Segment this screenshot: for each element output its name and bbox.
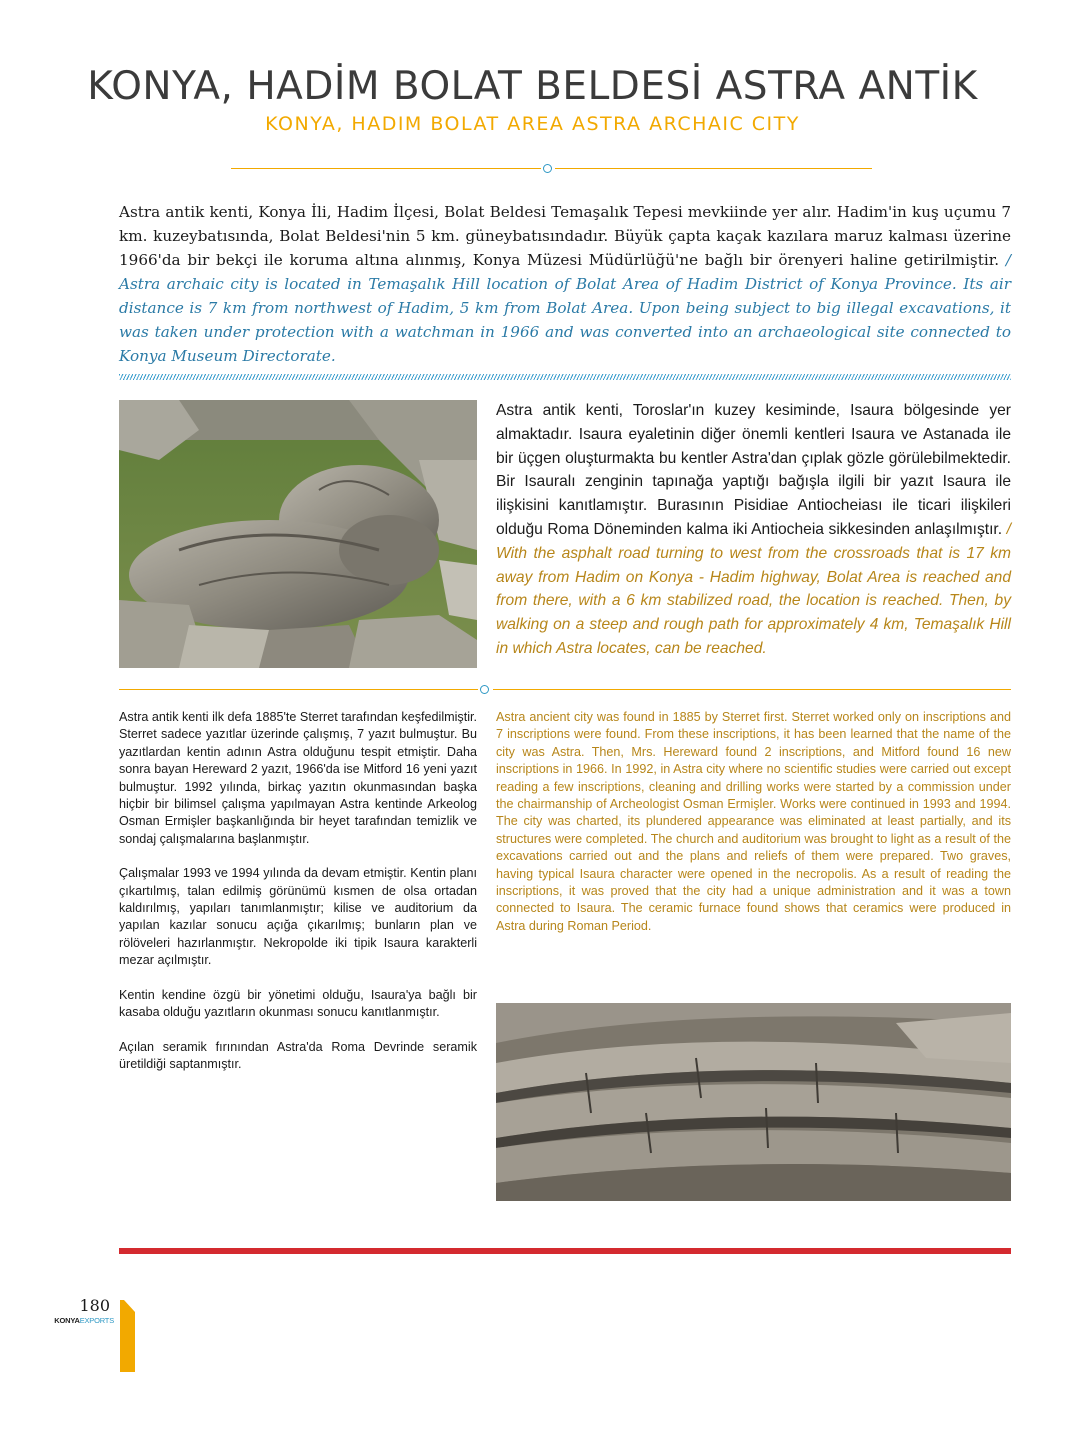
top-divider-dot bbox=[543, 164, 552, 173]
page-title: KONYA, HADİM BOLAT BELDESİ ASTRA ANTİK bbox=[87, 64, 978, 109]
history-paragraph-4: Açılan seramik fırınından Astra'da Roma Devrinde seramik üretildiği saptanmıştır. bbox=[119, 1039, 477, 1071]
top-divider-left bbox=[231, 168, 541, 169]
intro-english: / Astra archaic city is located in Temaşalık Hill location of Bolat Area of Hadim District of Konya Province. Its air distance is 7 km from northwest of Hadim, 5 km from Bolat Area. Upon being subject to big illegal excavations, it was taken under protection with a watchman in 1966 and was converted into an archaeological site connected to Konya Museum Directorate. bbox=[119, 251, 1011, 365]
brand-main: KONYA bbox=[54, 1316, 80, 1325]
brand-logo bbox=[30, 1316, 114, 1325]
location-english: / With the asphalt road turning to west from the crossroads that is 17 km away from Hadim on Konya - Hadim highway, Bolat Area is reached and from there, with a 6 km stabilized road, the location is reached. Then, by walking on a steep and rough path for approximately 4 km, Temaşalık Hill in which Astra locates, can be reached. bbox=[496, 520, 1011, 657]
auditorium-steps-photo bbox=[496, 1003, 1011, 1201]
footer-red-bar bbox=[119, 1248, 1011, 1254]
location-turkish: Astra antik kenti, Toroslar'ın kuzey kesiminde, Isaura bölgesinde yer almaktadır. Isaura eyaletinin diğer önemli kentleri Isaura ve Astanada ile bir üçgen oluşturmakta bu kentler Astra'dan çıplak gözle görülebilmektedir. Bir Isauralı zenginin tapınağa yaptığı bağışla ilgili bir yazıt Isaura ile ilişkisini kanıtlamıştır. Burasının Pisidiae Antiocheiası ile ticari ilişkileri olduğu Roma Döneminden kalma iki Antiocheia sikkesinden anlaşılmıştır. bbox=[496, 402, 1011, 538]
history-paragraph-3: Kentin kendine özgü bir yönetimi olduğu, Isaura'ya bağlı bir kasaba olduğu yazıtların okunması sonucu kanıtlanmıştır. bbox=[119, 987, 477, 1020]
intro-turkish: Astra antik kenti, Konya İli, Hadim İlçesi, Bolat Beldesi Temaşalık Tepesi mevkiinde yer alır. Hadim'in kuş uçumu 7 km. kuzeybatısında, Bolat Beldesi'nin 5 km. güneybatısındadır. Büyük çapta kaçak kazılara maruz kalması üzerine 1966'da bir bekçi ile koruma altına alınmış, Konya Müzesi Müdürlüğü'ne bağlı bir örenyeri haline getirilmiştir. bbox=[119, 203, 1011, 269]
history-column-english: Astra ancient city was found in 1885 by Sterret first. Sterret worked only on inscriptions and 7 inscriptions were found. From these inscriptions, it has been learned that the name of the city was Astra. Then, Mrs. Hereward found 2 inscriptions, and Mitford found 16 new inscriptions in 1966. In 1992, in Astra city where no scientific studies were carried out except reading a few inscriptions, cleaning and drilling works were started by a commission under the chairmanship of Archeologist Osman Ermişler. Works were continued in 1993 and 1994. The city was charted, its plundered appearance was eliminated at least partially, and its structures were completed. The church and auditorium was brought to light as a result of the excavations carried out and the plans and reliefs of them were prepared. Two graves, having typical Isaura character were opened in the necropolis. As a result of reading the inscriptions, it was proved that the city had a unique administration and it was a town connected to Isaura. The ceramic furnace found shows that ceramics were produced in Astra during Roman Period. bbox=[496, 710, 1011, 933]
middle-divider-right bbox=[493, 689, 1011, 690]
history-column-turkish bbox=[119, 709, 477, 1090]
middle-divider-dot bbox=[480, 685, 489, 694]
hatched-separator bbox=[119, 374, 1011, 380]
intro-paragraph bbox=[119, 200, 1011, 368]
page-number: 180 bbox=[79, 1296, 110, 1315]
lion-sculpture-photo bbox=[119, 400, 477, 668]
middle-divider-left bbox=[119, 689, 478, 690]
history-paragraph-1: Astra antik kenti ilk defa 1885'te Sterret tarafından keşfedilmiştir. Sterret sadece yazıtlar üzerinde çalışmış, 7 yazıt bulmuştur. Bu yazıtlardan kentin adının Astra olduğunu tespit etmiştir. Daha sonra bayan Hereward 2 yazıt, 1966'da ise Mitford 16 yeni yazıt bulmuştur. 1992 yılında, birkaç yazıtın okunmasından başka hiçbir bir bilimsel çalışma yapılmayan Astra kentinde Arkeolog Osman Ermişler başkanlığında bir heyet tarafından temizlik ve sondaj çalışmalarına başlanmıştır. bbox=[119, 710, 478, 846]
top-divider-right bbox=[555, 168, 872, 169]
page-corner-tab bbox=[120, 1300, 135, 1372]
history-paragraph-2: Çalışmalar 1993 ve 1994 yılında da devam etmiştir. Kentin planı çıkartılmış, talan edilmiş görünümü kısmen de olsa ortadan kaldırılmış, yapıları tanımlanmıştır; kilise ve auditorium da yapılan kazılar sonucu açığa çıkarılmış; bunların plan ve rölöveleri hazırlanmıştır. Nekropolde iki tipik Isaura karakterli mezar açılmıştır. bbox=[119, 866, 477, 968]
page-subtitle: KONYA, HADIM BOLAT AREA ASTRA ARCHAIC CITY bbox=[265, 113, 800, 135]
brand-accent: EXPORTS bbox=[79, 1316, 114, 1325]
location-paragraph bbox=[496, 399, 1011, 661]
